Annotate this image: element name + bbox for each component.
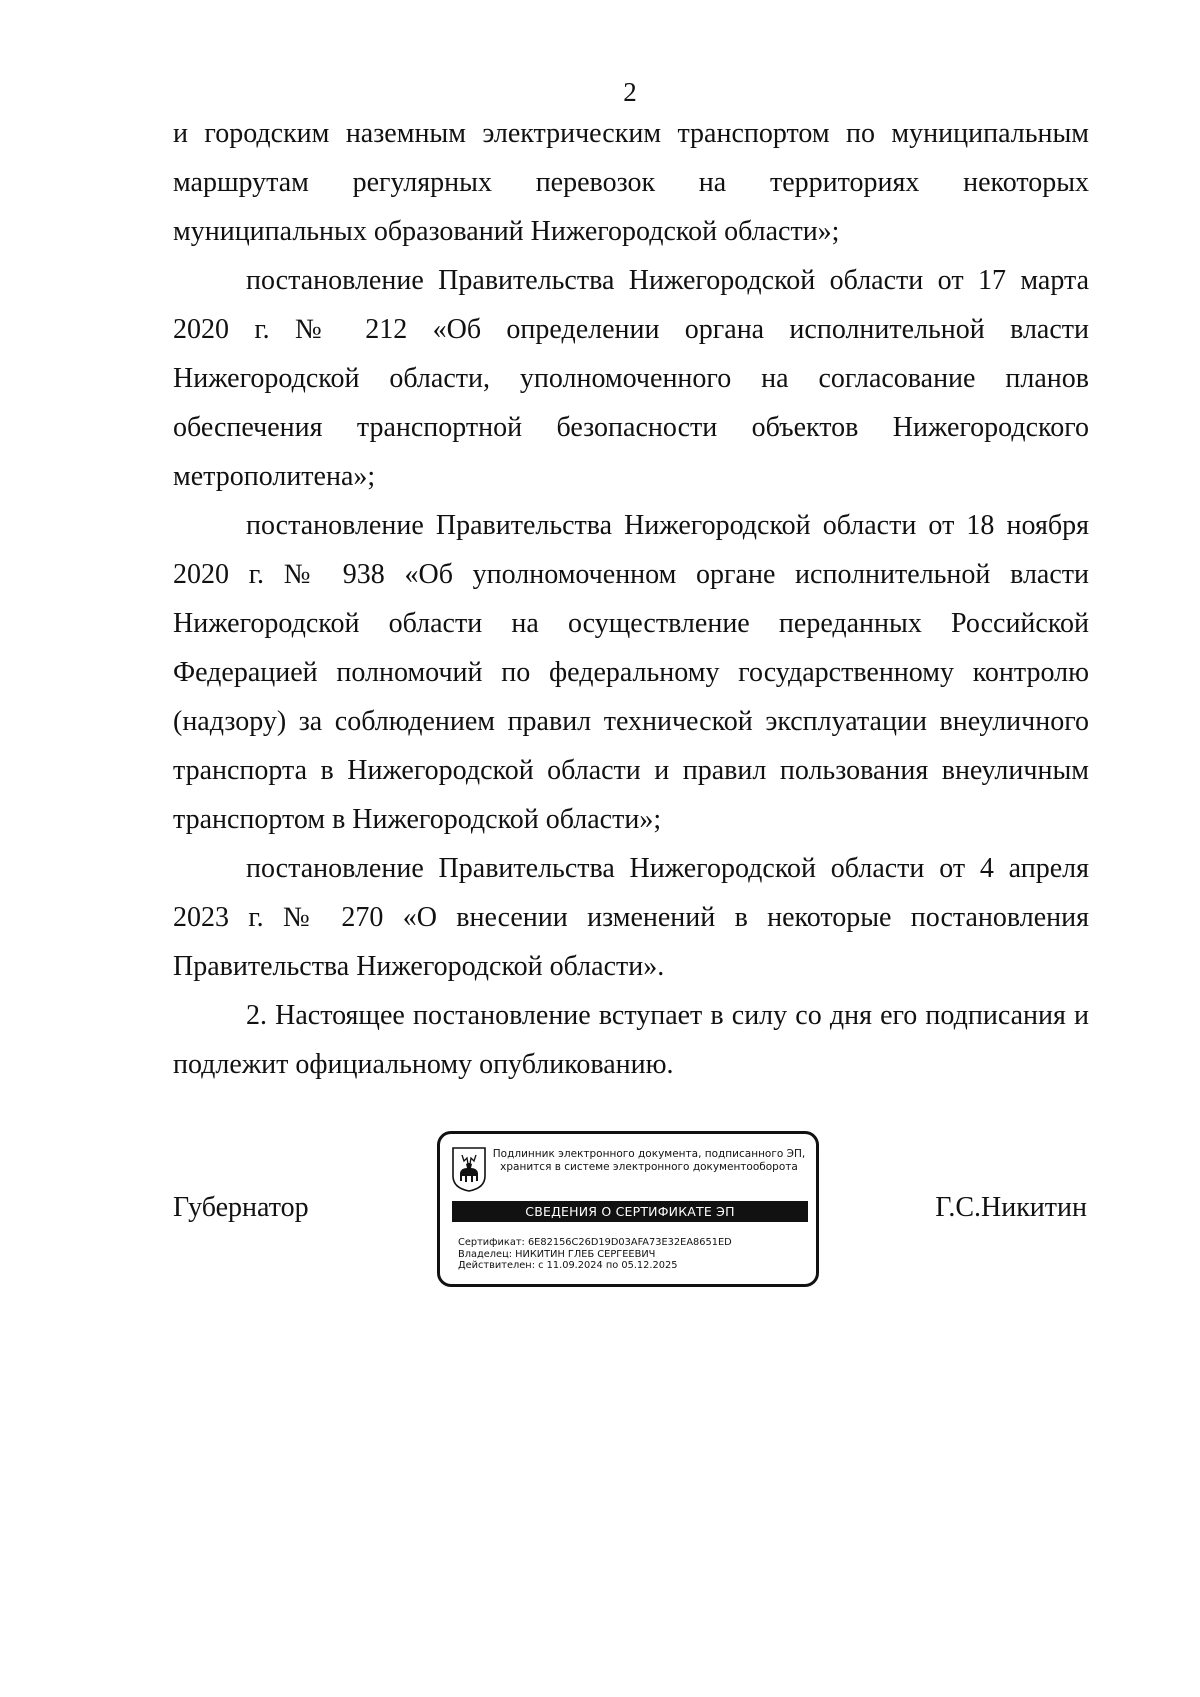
signature-block	[0, 1131, 1200, 1301]
paragraph-effective-date: 2. Настоящее постановление вступает в силу со дня его подписания и подлежит официальному опубликованию.	[173, 1000, 1089, 1080]
certificate-details	[458, 1237, 732, 1272]
signer-name: Г.С.Никитин	[935, 1192, 1087, 1223]
paragraph-resolution-938: постановление Правительства Нижегородской области от 18 ноября 2020 г. № 938 «Об уполномоченном органе исполнительной власти Нижегородской области на осуществление переданных Российской Федерацией полномочий по федеральному государственному контролю (надзору) за соблюдением правил технической эксплуатации внеуличного транспорта в Нижегородской области и правил пользования внеуличным транспортом в Нижегородской области»;	[173, 510, 1089, 835]
page-number: 2	[623, 77, 637, 107]
paragraph-resolution-212: постановление Правительства Нижегородской области от 17 марта 2020 г. № 212 «Об определении органа исполнительной власти Нижегородской области, уполномоченного на согласование планов обеспечения транспортной безопасности объектов Нижегородского метрополитена»;	[173, 265, 1089, 492]
certificate-serial: Сертификат: 6E82156C26D19D03AFA73E32EA8651ED	[458, 1237, 732, 1248]
signer-position: Губернатор	[173, 1192, 309, 1223]
paragraph-resolution-270: постановление Правительства Нижегородской области от 4 апреля 2023 г. № 270 «О внесении изменений в некоторые постановления Правительства Нижегородской области».	[173, 853, 1089, 982]
ep-storage-note	[490, 1148, 808, 1174]
certificate-validity: Действителен: с 11.09.2024 по 05.12.2025	[458, 1260, 678, 1271]
document-body	[173, 109, 1089, 1089]
deer-emblem-icon	[451, 1146, 487, 1192]
paragraph-continuation: и городским наземным электрическим транспортом по муниципальным маршрутам регулярных перевозок на территориях некоторых муниципальных образований Нижегородской области»;	[173, 118, 1089, 247]
ep-note-line: хранится в системе электронного документооборота	[500, 1161, 798, 1173]
certificate-info-header: СВЕДЕНИЯ О СЕРТИФИКАТЕ ЭП	[452, 1201, 808, 1222]
ep-note-line: Подлинник электронного документа, подписанного ЭП,	[492, 1148, 806, 1160]
certificate-owner: Владелец: НИКИТИН ГЛЕБ СЕРГЕЕВИЧ	[458, 1248, 656, 1260]
electronic-signature-stamp	[437, 1131, 819, 1287]
